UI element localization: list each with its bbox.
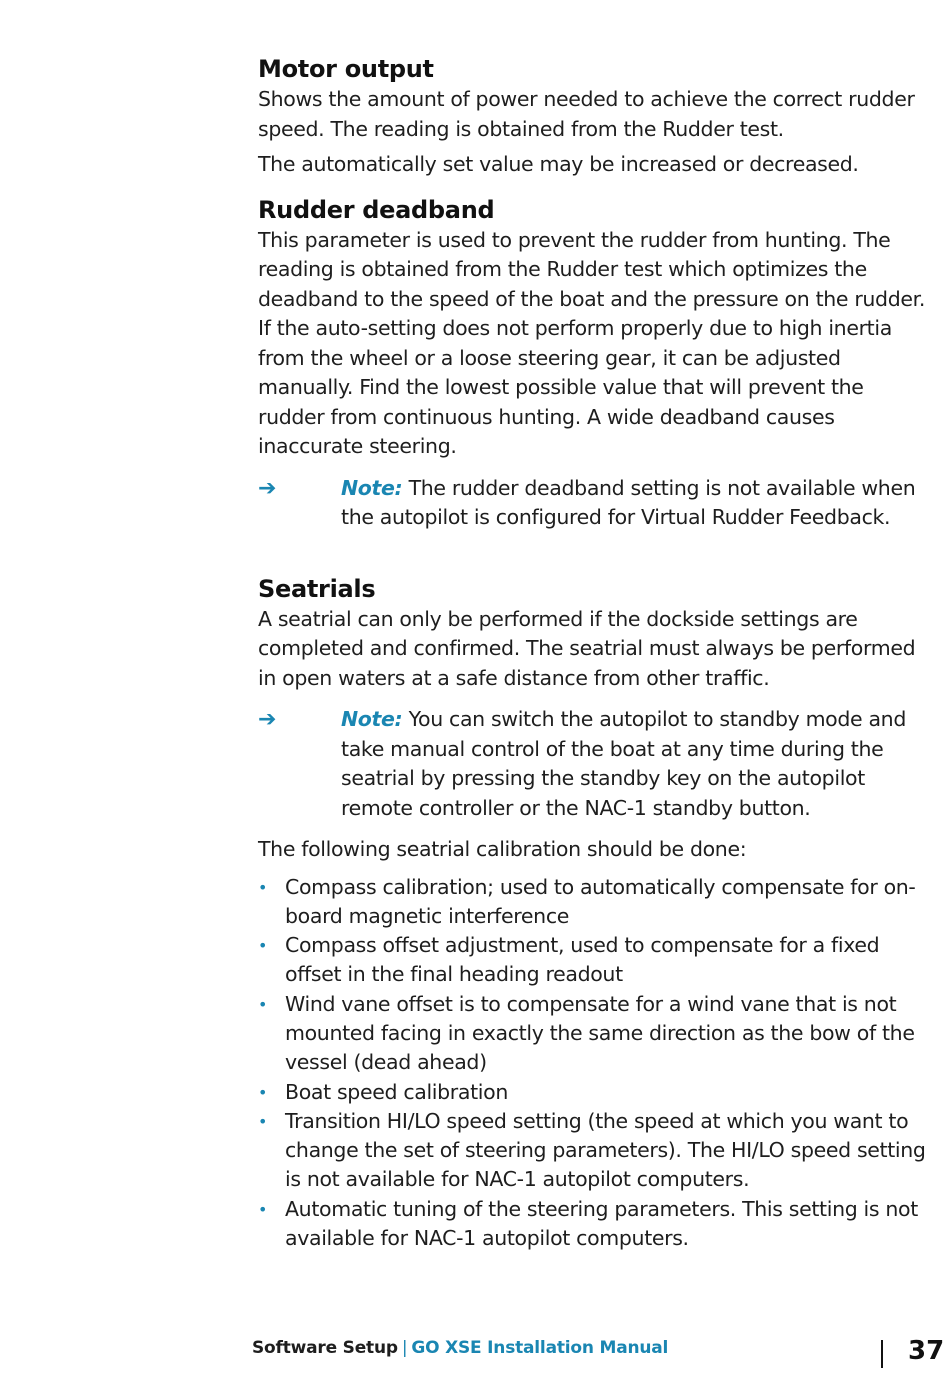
bullet-icon: • bbox=[258, 1082, 268, 1102]
page-footer bbox=[252, 1338, 668, 1358]
bullet-icon: • bbox=[258, 877, 268, 897]
list-item: • Boat speed calibration bbox=[258, 1078, 930, 1107]
seatrials-paragraph-2: The following seatrial calibration should be done: bbox=[258, 837, 747, 861]
arrow-right-icon: ➔ bbox=[258, 475, 277, 501]
bullet-icon: • bbox=[258, 1111, 268, 1131]
rudder-deadband-paragraph: This parameter is used to prevent the rudder from hunting. The reading is obtained from the Rudder test which optimizes the deadband to the speed of the boat and the pressure on the rudder. If the auto-setting does not perform properly due to high inertia from the wheel or a loose steering gear, it can be adjusted manually. Find the lowest possible value that will prevent the rudder from continuous hunting. A wide deadband causes inaccurate steering. bbox=[258, 227, 925, 458]
page-number-divider bbox=[881, 1340, 883, 1368]
motor-output-paragraph-2: The automatically set value may be increased or decreased. bbox=[258, 152, 859, 176]
note-label: Note: bbox=[341, 475, 403, 500]
footer-section: Software Setup bbox=[252, 1338, 398, 1358]
note-label: Note: bbox=[341, 707, 403, 731]
footer-separator: | bbox=[401, 1338, 408, 1358]
seatrials-note bbox=[258, 705, 930, 823]
page-content bbox=[258, 53, 930, 1253]
motor-output-heading: Motor output bbox=[258, 55, 434, 83]
motor-output-paragraph-1: Shows the amount of power needed to achieve the correct rudder speed. The reading is obtained from the Rudder test. bbox=[258, 87, 915, 141]
note-text: You can switch the autopilot to standby mode and take manual control of the boat at any time during the seatrial by pressing the standby key on the autopilot remote controller or the NAC-1 standby button. bbox=[341, 707, 906, 820]
seatrials-heading: Seatrials bbox=[258, 574, 376, 603]
bullet-icon: • bbox=[258, 994, 268, 1014]
page-number: 37 bbox=[908, 1336, 945, 1366]
bullet-icon: • bbox=[258, 1199, 268, 1219]
list-item: • Automatic tuning of the steering parameters. This setting is not available for NAC-1 autopilot computers. bbox=[258, 1196, 918, 1251]
list-item: • Transition HI/LO speed setting (the speed at which you want to change the set of steering parameters). The HI/LO speed setting is not available for NAC-1 autopilot computers. bbox=[258, 1108, 926, 1192]
rudder-deadband-heading: Rudder deadband bbox=[258, 195, 495, 224]
rudder-deadband-note bbox=[258, 474, 930, 533]
arrow-right-icon: ➔ bbox=[258, 707, 277, 732]
note-text: The rudder deadband setting is not available when the autopilot is configured for Virtual Rudder Feedback. bbox=[341, 475, 916, 529]
list-item: • Wind vane offset is to compensate for a wind vane that is not mounted facing in exactly the same direction as the bow of the vessel (dead ahead) bbox=[258, 991, 915, 1075]
list-item: • Compass calibration; used to automatically compensate for on-board magnetic interference bbox=[258, 874, 916, 928]
bullet-icon: • bbox=[258, 936, 268, 956]
seatrials-paragraph-1: A seatrial can only be performed if the dockside settings are completed and confirmed. The seatrial must always be performed in open waters at a safe distance from other traffic. bbox=[258, 606, 916, 690]
seatrial-calibration-list bbox=[258, 873, 930, 1254]
list-item: • Compass offset adjustment, used to compensate for a fixed offset in the final heading readout bbox=[258, 933, 880, 987]
footer-manual-title: GO XSE Installation Manual bbox=[411, 1338, 669, 1358]
